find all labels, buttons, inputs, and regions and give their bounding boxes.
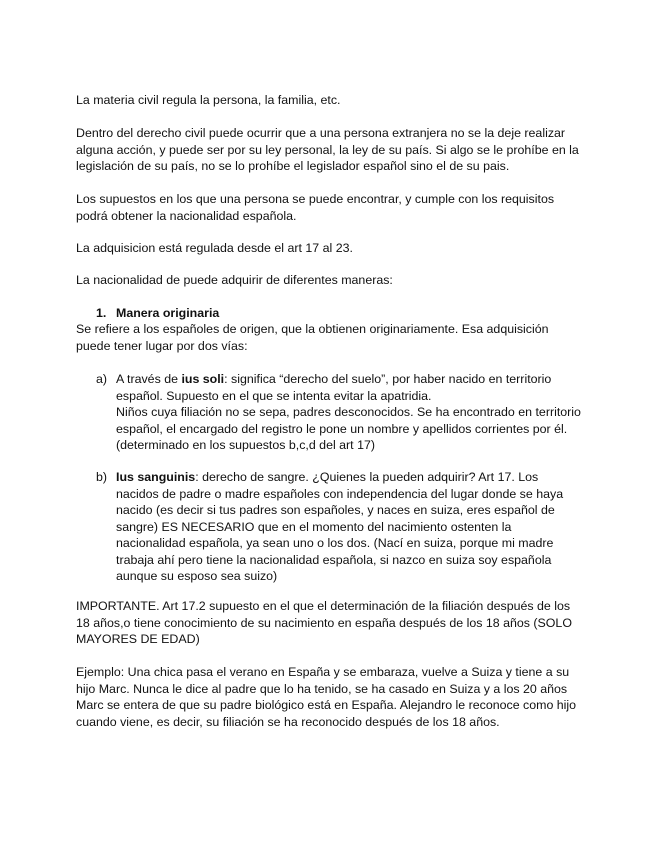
text-line: hijo Marc. Nunca le dice al padre que lo ha tenido, se ha casado en Suiza y a los 20 años [76,681,568,696]
text-line: Ejemplo: Una chica pasa el verano en España y se embaraza, vuelve a Suiza y tiene a su [76,665,570,679]
text-line [116,469,596,486]
text-line: (determinado en los supuestos b,c,d del art 17) [116,438,375,452]
paragraph-origen [76,321,586,354]
heading-number: 1. [96,306,107,320]
text-run: : derecho de sangre. ¿Quienes la pueden adquirir? Art 17. Los [195,470,539,484]
list-marker: a) [96,372,108,386]
text-line: podrá obtener la nacionalidad española. [76,208,297,223]
section-heading-manera-originaria [96,305,219,322]
text-line: MAYORES DE EDAD) [76,632,200,646]
term-ius-soli: ius soli [181,372,225,386]
text-line: Se refiere a los españoles de origen, que la obtienen originariamente. Esa adquisición [76,322,549,336]
text-line: La nacionalidad de puede adquirir de diferentes maneras: [76,273,393,287]
list-marker: b) [96,470,108,484]
heading-text: Manera originaria [116,306,220,320]
text-line: nacido (es decir si tus padres son españoles, y naces en suiza, eres español de [116,503,555,517]
text-line: aunque su esposo sea suizo) [116,569,278,583]
text-line: Los supuestos en los que una persona se puede encontrar, y cumple con los requisitos [76,192,555,206]
paragraph-maneras [76,272,586,289]
text-line: Dentro del derecho civil puede ocurrir que a una persona extranjera no se la deje realizar [76,126,566,140]
text-line [116,371,596,388]
text-line: Niños cuya filiación no se sepa, padres desconocidos. Se ha encontrado en territorio [116,405,581,419]
text-line: La materia civil regula la persona, la familia, etc. [76,93,341,107]
text-line: La adquisicion está regulada desde el art 17 al 23. [76,241,353,255]
paragraph-derecho-civil [76,125,586,175]
paragraph-ejemplo [76,664,586,730]
text-line: nacidos de padre o madre españoles con independencia del lugar donde se haya [116,486,564,501]
list-item-body [116,469,596,585]
term-ius-sanguinis: Ius sanguinis [116,470,196,484]
paragraph-supuestos [76,191,586,224]
list-item-body [116,371,596,454]
text-line: puede tener lugar por dos vías: [76,338,248,353]
text-line: trabaja ahí pero tiene la nacionalidad española, si nazco en suiza soy española [116,552,552,567]
text-line: legislación de su país, no se lo prohíbe el legislador español sino el de su pais. [76,159,510,173]
text-run: : significa “derecho del suelo”, por haber nacido en territorio [224,372,552,386]
text-line: español, el encargado del registro le pone un nombre y apellidos corrientes por él. [116,421,568,436]
paragraph-materia-civil [76,92,586,109]
text-line: sangre) ES NECESARIO que en el momento del nacimiento ostenten la [116,519,512,534]
text-line: alguna acción, y puede ser por su ley personal, la ley de su país. Si algo se le prohíbe en la [76,142,579,157]
text-line: nacionalidad española, ya sean uno o los dos. (Nací en suiza, porque mi madre [116,536,554,550]
text-line: IMPORTANTE. Art 17.2 supuesto en el que el determinación de la filiación después de los [76,599,571,613]
text-line: Marc se entera de que su padre biológico está en España. Alejandro le reconoce como hijo [76,698,577,712]
text-run: A través de [116,372,182,386]
paragraph-adquisicion [76,240,586,257]
text-line: español. Supuesto en el que se intenta evitar la apatridia. [116,388,432,403]
paragraph-importante [76,598,586,648]
text-line: 18 años,o tiene conocimiento de su nacimiento en españa después de los 18 años (SOLO [76,615,572,630]
text-line: cuando viene, es decir, su filiación se ha reconocido después de los 18 años. [76,714,500,729]
